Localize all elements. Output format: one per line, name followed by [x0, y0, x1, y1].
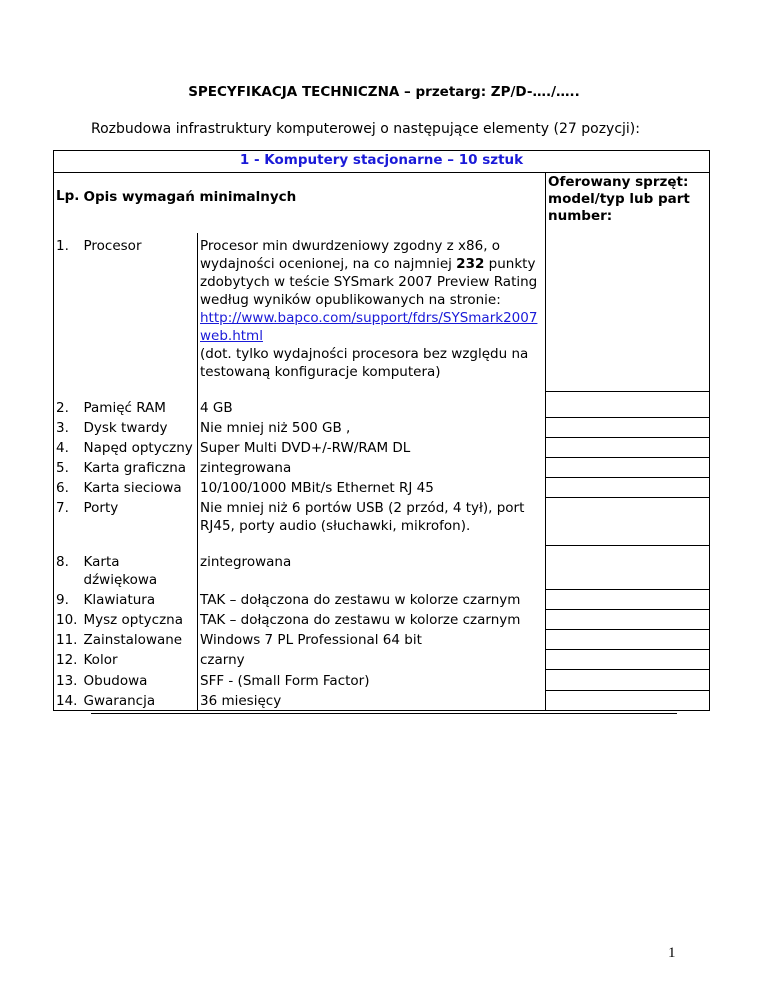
row-name: Pamięć RAM	[83, 400, 166, 416]
bapco-link[interactable]: http://www.bapco.com/support/fdrs/SYSmark2007web.html	[200, 310, 538, 344]
offer-cell[interactable]	[546, 233, 710, 391]
row-value: 36 miesięcy	[198, 690, 546, 711]
offer-cell[interactable]	[546, 589, 710, 609]
table-row	[54, 545, 710, 589]
row-value: 10/100/1000 MBit/s Ethernet RJ 45	[198, 477, 546, 497]
row-value: SFF - (Small Form Factor)	[198, 669, 546, 690]
table-row	[54, 629, 710, 649]
offer-cell[interactable]	[546, 437, 710, 457]
offer-cell[interactable]	[546, 649, 710, 669]
row-number: 1.	[54, 233, 82, 391]
lp-header: Lp.	[54, 173, 82, 234]
offer-cell[interactable]	[546, 690, 710, 711]
offer-cell[interactable]	[546, 545, 710, 589]
row-value: Windows 7 PL Professional 64 bit	[198, 629, 546, 649]
table-row	[54, 391, 710, 417]
offer-cell[interactable]	[546, 477, 710, 497]
offer-cell[interactable]	[546, 391, 710, 417]
row-value: TAK – dołączona do zestawu w kolorze czarnym	[198, 609, 546, 629]
processor-score: 232	[456, 256, 485, 272]
row-number: 4.	[54, 437, 82, 457]
column-header-row	[54, 173, 710, 234]
row-number: 3.	[54, 417, 82, 437]
row-number: 2.	[54, 391, 82, 417]
row-name: Porty	[83, 500, 119, 516]
row-name: Kolor	[83, 652, 118, 668]
table-row	[54, 233, 710, 391]
table-row	[54, 669, 710, 690]
row-name: Karta graficzna	[83, 460, 187, 476]
row-value: Nie mniej niż 6 portów USB (2 przód, 4 tył), port RJ45, porty audio (słuchawki, mikrofon).	[198, 497, 546, 545]
row-value: Nie mniej niż 500 GB ,	[198, 417, 546, 437]
row-number: 5.	[54, 457, 82, 477]
row-number: 11.	[54, 629, 82, 649]
offer-cell[interactable]	[546, 669, 710, 690]
processor-text-cont: punkty zdobytych w teście SYSmark 2007 Preview Rating według wyników opublikowanych na stronie:	[200, 256, 538, 308]
row-number: 10.	[54, 609, 82, 629]
row-name: Zainstalowane	[83, 632, 183, 648]
page-number: 1	[668, 945, 676, 961]
table-row	[54, 690, 710, 711]
table-row	[54, 589, 710, 609]
row-number: 12.	[54, 649, 82, 669]
row-value: czarny	[198, 649, 546, 669]
row-value: TAK – dołączona do zestawu w kolorze czarnym	[198, 589, 546, 609]
row-name: Dysk twardy	[83, 420, 168, 436]
description-header: Opis wymagań minimalnych	[83, 189, 297, 205]
table-row	[54, 609, 710, 629]
row-number: 6.	[54, 477, 82, 497]
row-value: zintegrowana	[198, 545, 546, 589]
row-value: 4 GB	[198, 391, 546, 417]
horizontal-rule	[91, 713, 677, 714]
spec-table	[53, 150, 710, 711]
row-name: Procesor	[83, 238, 142, 254]
section-header-row	[54, 151, 710, 173]
row-value: Super Multi DVD+/-RW/RAM DL	[198, 437, 546, 457]
row-value	[198, 233, 546, 391]
offer-cell[interactable]	[546, 457, 710, 477]
row-number: 7.	[54, 497, 82, 545]
table-row	[54, 437, 710, 457]
row-name: Karta sieciowa	[83, 480, 182, 496]
offer-cell[interactable]	[546, 609, 710, 629]
row-number: 14.	[54, 690, 82, 711]
processor-note: (dot. tylko wydajności procesora bez względu na testowaną konfiguracje komputera)	[200, 346, 529, 380]
row-number: 8.	[54, 545, 82, 589]
row-name: Karta dźwiękowa	[83, 554, 158, 588]
row-name: Napęd optyczny	[83, 440, 193, 456]
offer-cell[interactable]	[546, 417, 710, 437]
table-row	[54, 457, 710, 477]
intro-text: Rozbudowa infrastruktury komputerowej o następujące elementy (27 pozycji):	[91, 121, 640, 137]
row-name: Gwarancja	[82, 690, 198, 711]
offer-cell[interactable]	[546, 497, 710, 545]
row-number: 9.	[54, 589, 82, 609]
table-row	[54, 649, 710, 669]
processor-text: Procesor min dwurdzeniowy zgodny z x86, o wydajności ocenionej, na co najmniej	[200, 238, 501, 272]
offer-cell[interactable]	[546, 629, 710, 649]
row-name: Klawiatura	[83, 592, 156, 608]
offer-header: Oferowany sprzęt: model/typ lub part number:	[546, 173, 710, 234]
row-number: 13.	[54, 669, 82, 690]
row-name: Obudowa	[83, 673, 148, 689]
document-title: SPECYFIKACJA TECHNICZNA – przetarg: ZP/D-…./…..	[188, 84, 580, 100]
table-row	[54, 497, 710, 545]
row-name: Mysz optyczna	[83, 612, 183, 628]
row-value: zintegrowana	[198, 457, 546, 477]
section-title: 1 - Komputery stacjonarne – 10 sztuk	[54, 151, 710, 173]
table-row	[54, 417, 710, 437]
table-row	[54, 477, 710, 497]
